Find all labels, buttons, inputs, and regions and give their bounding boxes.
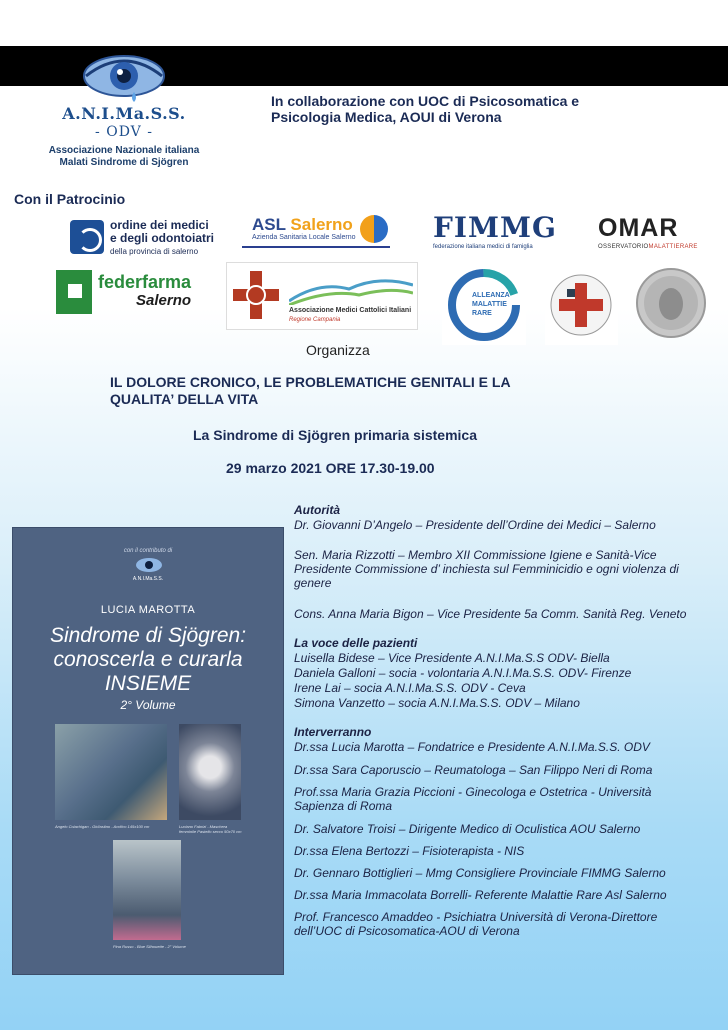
interverranno-heading: Interverranno [294, 725, 372, 739]
org-description [40, 145, 208, 169]
book-title-l1: Sindrome di Sjögren: [49, 624, 247, 647]
ordine-salerno-seal-logo [545, 265, 618, 345]
amci-logo [226, 262, 418, 330]
book-caption-3: Pina Russo - Blue Silhouette - 2° Volume [113, 944, 186, 949]
book-org: A.N.I.Ma.S.S. [132, 576, 164, 582]
book-painting-1 [55, 724, 167, 820]
amci-title: Associazione Medici Cattolici Italiani [289, 307, 412, 314]
autorita-heading: Autorità [294, 503, 340, 517]
autorita-1: Dr. Giovanni D’Angelo – Presidente dell’Ordine dei Medici – Salerno [294, 518, 656, 532]
intervento-2: Dr.ssa Sara Caporuscio – Reumatologa – San Filippo Neri di Roma [294, 763, 653, 777]
book-cover [12, 527, 284, 975]
alleanza-l3: RARE [472, 310, 492, 317]
intervento-5: Dr.ssa Elena Bertozzi – Fisioterapista - NIS [294, 844, 525, 858]
alleanza-text [472, 291, 510, 318]
book-title [13, 624, 283, 696]
alleanza-l1: ALLEANZA [472, 292, 510, 299]
alleanza-l2: MALATTIE [472, 301, 507, 308]
fimmg-logo [433, 211, 557, 255]
collab-line1: In collaborazione con UOC di Psicosomatica e [271, 93, 580, 109]
event-subtitle: La Sindrome di Sjögren primaria sistemica [193, 427, 477, 443]
autorita-2 [294, 548, 714, 590]
omar-sub-b: MALATTIE [648, 244, 680, 250]
intervento-8-l1: Prof. Francesco Amaddeo - Psichiatra Università di Verona-Direttore [294, 910, 658, 924]
ordine-text [110, 219, 214, 258]
intervento-1: Dr.ssa Lucia Marotta – Fondatrice e Presidente A.N.I.Ma.S.S. ODV [294, 740, 650, 754]
federfarma-logo [56, 270, 196, 314]
voce-2: Daniela Galloni – socia - volontaria A.N.I.Ma.S.S. ODV- Firenze [294, 666, 632, 680]
moscati-coin-logo [636, 268, 706, 338]
book-painting-3 [113, 840, 181, 940]
organizza-label: Organizza [306, 342, 370, 358]
voce-4: Simona Vanzetto – socia A.N.I.Ma.S.S. ODV – Milano [294, 696, 580, 710]
event-title-line2: QUALITA’ DELLA VITA [110, 391, 259, 407]
collaboration-text [271, 93, 671, 125]
org-odv: - ODV - [95, 124, 153, 140]
intervento-3-l2: Sapienza di Roma [294, 799, 393, 813]
org-name: A.N.I.Ma.S.S. [62, 104, 186, 123]
book-author: LUCIA MAROTTA [100, 604, 196, 616]
asl-circle-icon [360, 215, 388, 243]
autorita-2-l2: Presidente Commissione d’ inchiesta sul Femminicidio e ogni violenza di [294, 562, 679, 576]
autorita-3: Cons. Anna Maria Bigon – Vice Presidente 5a Comm. Sanità Reg. Veneto [294, 607, 687, 621]
asl-name [252, 215, 353, 235]
federfarma-l1: federfarma [98, 272, 192, 292]
event-title-line1: IL DOLORE CRONICO, LE PROBLEMATICHE GENITALI E LA [110, 374, 511, 390]
autorita-2-l1: Sen. Maria Rizzotti – Membro XII Commissione Igiene e Sanità-Vice [294, 548, 657, 562]
intervento-8-l2: dell’UOC di Psicosomatica-AOU di Verona [294, 924, 520, 938]
book-title-l3: INSIEME [104, 672, 192, 695]
book-caption-2: Luciano Fabrizi - Maschera femminile Pastello secco 50x70 cm [179, 824, 242, 834]
omar-sub-c: RARE [679, 244, 698, 250]
intervento-3 [294, 785, 714, 813]
ordine-medici-logo [70, 218, 215, 258]
voce-1: Luisella Bidese – Vice Presidente A.N.I.Ma.S.S ODV- Biella [294, 651, 610, 665]
ordine-l2: e degli odontoiatri [110, 231, 214, 245]
alleanza-malattie-rare-logo [442, 265, 526, 345]
amci-mountains-icon [289, 271, 413, 305]
intervento-4: Dr. Salvatore Troisi – Dirigente Medico di Oculistica AOU Salerno [294, 822, 641, 836]
asl-sub: Azienda Sanitaria Locale Salerno [252, 234, 356, 241]
eye-logo-icon [82, 52, 166, 102]
ordine-mark-icon [70, 220, 104, 254]
collab-line2: Psicologia Medica, AOUI di Verona [271, 109, 502, 125]
omar-sub [598, 244, 698, 250]
intervento-3-l1: Prof.ssa Maria Grazia Piccioni - Ginecologa e Ostetrica - Università [294, 785, 652, 799]
amci-sub: Regione Campania [289, 317, 341, 323]
ordine-l1: ordine dei medici [110, 218, 209, 232]
voce-3: Irene Lai – socia A.N.I.Ma.S.S. ODV - Ceva [294, 681, 526, 695]
book-title-l2: conoscerla e curarla [53, 648, 243, 671]
omar-name: OMAR [598, 214, 679, 242]
fimmg-sub: federazione italiana medici di famiglia [433, 244, 533, 250]
org-desc-line1: Associazione Nazionale italiana [48, 145, 200, 156]
intervento-6: Dr. Gennaro Bottiglieri – Mmg Consigliere Provinciale FIMMG Salerno [294, 866, 666, 880]
autorita-2-l3: genere [294, 576, 332, 590]
fimmg-name: FIMMG [433, 211, 557, 244]
amci-cross-icon [231, 269, 281, 321]
book-contrib: con il contributo di [123, 548, 173, 554]
omar-sub-a: OSSERVATORIO [598, 244, 649, 250]
book-caption-1: Angelo Coiachigan - Girl/astino - Acrilico 145x100 cm [55, 824, 150, 829]
federfarma-l2: Salerno [136, 292, 192, 309]
omar-logo [596, 214, 700, 254]
asl-a: ASL [252, 215, 291, 234]
asl-salerno-logo [242, 212, 390, 248]
patrocinio-heading: Con il Patrocinio [14, 191, 126, 207]
org-desc-line2: Malati Sindrome di Sjögren [59, 157, 189, 168]
book-volume: 2° Volume [120, 698, 176, 712]
intervento-7: Dr.ssa Maria Immacolata Borrelli- Referente Malattie Rare Asl Salerno [294, 888, 667, 902]
event-date: 29 marzo 2021 ORE 17.30-19.00 [226, 460, 435, 476]
intervento-8 [294, 910, 714, 938]
federfarma-mark-icon [56, 270, 92, 314]
ordine-l3: della provincia di salerno [110, 247, 199, 256]
asl-b: Salerno [290, 215, 353, 234]
book-eye-icon [135, 556, 163, 574]
event-title [110, 374, 580, 408]
book-painting-2 [179, 724, 241, 820]
voce-heading: La voce delle pazienti [294, 636, 418, 650]
